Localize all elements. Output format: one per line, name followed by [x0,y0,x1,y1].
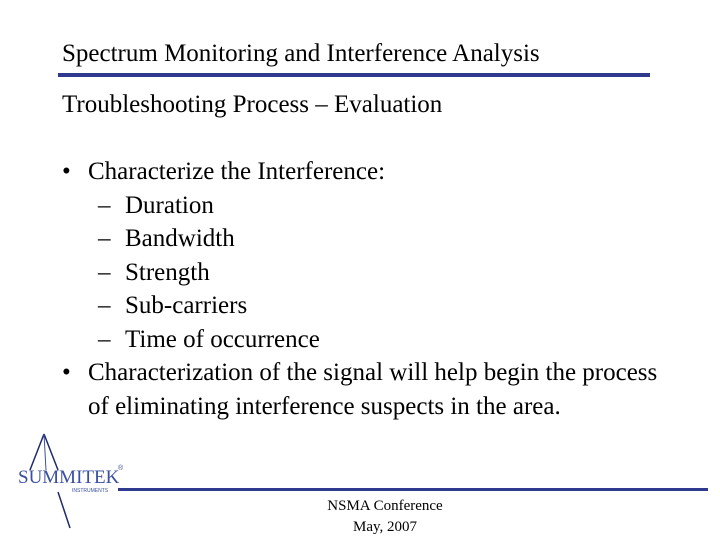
logo-tagline: INSTRUMENTS [72,488,109,494]
sub-marker: – [98,258,111,286]
sub-item [88,222,662,256]
sub-item [88,323,662,357]
footer-date: May, 2007 [352,519,418,535]
logo-base-line [58,492,70,528]
sub-text: Duration [125,191,214,219]
logo-peak-left [30,434,44,470]
bullet-text: Characterize the Interference: [88,158,386,185]
sub-marker: – [98,225,111,252]
sub-item [88,289,662,323]
summitek-logo [12,430,127,530]
sub-text: Bandwidth [125,225,235,252]
title-divider [58,73,650,77]
logo-trademark: ® [118,465,124,472]
sub-text: Time of occurrence [125,325,320,353]
bullet-item [62,155,662,189]
slide-subtitle: Troubleshooting Process – Evaluation [62,91,443,118]
slide-content [62,155,662,423]
sub-item [88,189,662,223]
bullet-text: Characterization of the signal will help begin the process of eliminating interference suspects in the area. [88,359,658,420]
bullet-item [62,356,662,423]
sub-text: Strength [125,258,210,286]
sub-item [88,256,662,290]
logo-wordmark: SUMMITEK [18,467,120,488]
footer [290,496,480,538]
slide-title: Spectrum Monitoring and Interference Analysis [62,40,540,67]
sub-marker: – [98,325,111,353]
bullet-marker: • [62,359,71,386]
sub-marker: – [98,292,111,319]
sub-marker: – [98,191,111,219]
footer-conference: NSMA Conference [327,498,443,514]
footer-divider [118,488,708,491]
bullet-marker: • [62,158,71,185]
sub-text: Sub-carriers [125,292,248,319]
